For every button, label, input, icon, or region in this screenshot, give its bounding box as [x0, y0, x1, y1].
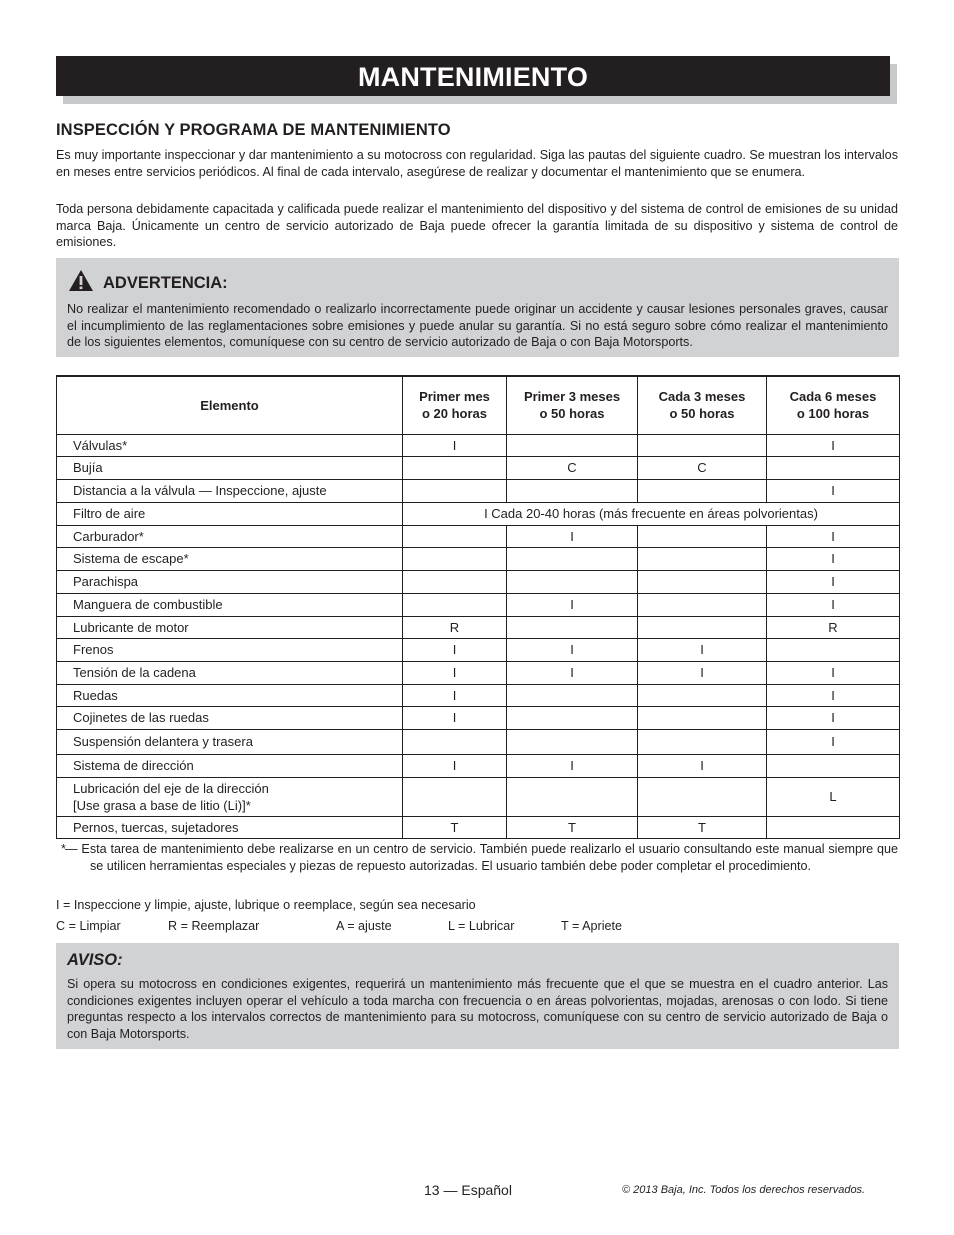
cell-every-6-months: [767, 638, 900, 661]
cell-first-3-months: T: [507, 816, 638, 838]
table-row: [57, 661, 900, 684]
row-element: Sistema de escape*: [57, 547, 403, 570]
intro-paragraph-2: Toda persona debidamente capacitada y calificada puede realizar el mantenimiento del dispositivo y del sistema de control de emisiones de su unidad marca Baja. Únicamente un centro de servicio autorizado de Baja puede ofrecer la garantía limitada de su dispositivo y sistema de control de emisiones.: [56, 202, 898, 249]
cell-every-6-months: [767, 754, 900, 777]
cell-every-6-months: I: [767, 525, 900, 547]
table-row: [57, 479, 900, 502]
cell-first-3-months: [507, 729, 638, 754]
notice-text: Si opera su motocross en condiciones exigentes, requerirá un mantenimiento más frecuente que el que se muestra en el cuadro anterior. Las condiciones exigentes incluyen operar el vehículo a toda marcha con frecuencia o en áreas polvorientas, mojadas, arenosas o con lodo. Si tiene preguntas respecto a los intervalos correctos de mantenimiento para su motocross, comuníquese con su centro de servicio autorizado de Baja o con Baja Motorsports.: [67, 977, 888, 1041]
cell-every-6-months: I: [767, 593, 900, 616]
cell-every-3-months: [638, 616, 767, 638]
table-row: [57, 525, 900, 547]
legend-lubricate: L = Lubricar: [448, 919, 515, 933]
cell-first-month: [403, 593, 507, 616]
table-row: [57, 684, 900, 706]
cell-first-month: I: [403, 434, 507, 456]
table-row: [57, 706, 900, 729]
cell-first-month: [403, 729, 507, 754]
cell-first-3-months: [507, 616, 638, 638]
header-first-3-months: Primer 3 meses o 50 horas: [507, 376, 638, 434]
cell-first-month: I: [403, 684, 507, 706]
table-header-row: [57, 376, 900, 434]
row-element: Cojinetes de las ruedas: [57, 706, 403, 729]
legend-row: [56, 919, 756, 935]
table-row: [57, 777, 900, 816]
cell-every-6-months: [767, 816, 900, 838]
cell-every-6-months: I: [767, 434, 900, 456]
page-number: 13 — Español: [424, 1182, 512, 1198]
row-element: Bujía: [57, 456, 403, 479]
cell-first-3-months: I: [507, 661, 638, 684]
row-element: Distancia a la válvula — Inspeccione, ajuste: [57, 479, 403, 502]
cell-every-6-months: I: [767, 479, 900, 502]
table-row: [57, 754, 900, 777]
row-element: Lubricación del eje de la dirección [Use grasa a base de litio (Li)]*: [57, 777, 403, 816]
table-row: [57, 502, 900, 525]
cell-first-3-months: [507, 434, 638, 456]
header-element: Elemento: [57, 376, 403, 434]
warning-box: [56, 258, 899, 357]
row-element: Lubricante de motor: [57, 616, 403, 638]
cell-span-interval: I Cada 20-40 horas (más frecuente en áreas polvorientas): [403, 502, 900, 525]
cell-every-3-months: [638, 706, 767, 729]
table-row: [57, 456, 900, 479]
legend-replace: R = Reemplazar: [168, 919, 260, 933]
cell-every-6-months: I: [767, 684, 900, 706]
cell-first-month: R: [403, 616, 507, 638]
cell-every-3-months: [638, 684, 767, 706]
cell-every-6-months: L: [767, 777, 900, 816]
table-row: [57, 547, 900, 570]
cell-first-3-months: [507, 777, 638, 816]
cell-every-3-months: C: [638, 456, 767, 479]
cell-every-3-months: T: [638, 816, 767, 838]
cell-every-6-months: I: [767, 706, 900, 729]
page-title-banner: [56, 56, 897, 104]
cell-every-6-months: [767, 456, 900, 479]
footnote-star: *: [61, 842, 66, 856]
cell-first-month: [403, 525, 507, 547]
cell-first-3-months: C: [507, 456, 638, 479]
cell-every-3-months: I: [638, 638, 767, 661]
cell-every-6-months: I: [767, 570, 900, 593]
cell-first-3-months: I: [507, 593, 638, 616]
cell-first-3-months: I: [507, 525, 638, 547]
legend-adjust: A = ajuste: [336, 919, 392, 933]
row-element: Ruedas: [57, 684, 403, 706]
row-element: Tensión de la cadena: [57, 661, 403, 684]
cell-every-3-months: [638, 729, 767, 754]
row-element: Frenos: [57, 638, 403, 661]
warning-header: [68, 268, 228, 293]
cell-every-3-months: [638, 570, 767, 593]
row-element: Manguera de combustible: [57, 593, 403, 616]
cell-first-month: T: [403, 816, 507, 838]
cell-every-6-months: R: [767, 616, 900, 638]
warning-triangle-icon: [68, 269, 94, 292]
table-row: [57, 570, 900, 593]
warning-text: No realizar el mantenimiento recomendado o realizarlo incorrectamente puede originar un accidente y causar lesiones personales graves, causar el incumplimiento de las reglamentaciones sobre emisiones y puede anular su garantía. Si no está seguro sobre cómo realizar el mantenimiento de los siguientes elementos, comuníquese con su centro de servicio autorizado de Baja o con Baja Motorsports.: [67, 302, 888, 349]
table-row: [57, 816, 900, 838]
cell-every-3-months: [638, 547, 767, 570]
cell-first-3-months: I: [507, 638, 638, 661]
cell-first-month: I: [403, 638, 507, 661]
cell-every-3-months: [638, 777, 767, 816]
table-row: [57, 616, 900, 638]
page-title: MANTENIMIENTO: [357, 62, 589, 92]
cell-first-month: I: [403, 706, 507, 729]
warning-title: ADVERTENCIA:: [103, 274, 228, 292]
table-row: [57, 638, 900, 661]
cell-first-3-months: [507, 706, 638, 729]
cell-first-month: [403, 777, 507, 816]
cell-first-3-months: I: [507, 754, 638, 777]
cell-every-3-months: I: [638, 661, 767, 684]
row-element: Válvulas*: [57, 434, 403, 456]
cell-first-month: I: [403, 661, 507, 684]
cell-every-3-months: I: [638, 754, 767, 777]
footnote: [56, 841, 898, 874]
table-row: [57, 729, 900, 754]
cell-first-month: [403, 547, 507, 570]
cell-every-3-months: [638, 593, 767, 616]
cell-every-3-months: [638, 479, 767, 502]
notice-title: AVISO:: [67, 951, 123, 969]
cell-every-6-months: I: [767, 547, 900, 570]
cell-every-3-months: [638, 525, 767, 547]
intro-paragraph-1: Es muy importante inspeccionar y dar mantenimiento a su motocross con regularidad. Siga las pautas del siguiente cuadro. Se muestran los intervalos en meses entre servicios periódicos. Al final de cada intervalo, asegúrese de realizar y documentar el mantenimiento que se enumera.: [56, 148, 898, 179]
legend-inspect: I = Inspeccione y limpie, ajuste, lubrique o reemplace, según sea necesario: [56, 898, 476, 912]
table-row: [57, 434, 900, 456]
header-every-6-months: Cada 6 meses o 100 horas: [767, 376, 900, 434]
cell-every-3-months: [638, 434, 767, 456]
copyright: © 2013 Baja, Inc. Todos los derechos reservados.: [622, 1184, 866, 1196]
cell-every-6-months: I: [767, 661, 900, 684]
cell-every-6-months: I: [767, 729, 900, 754]
cell-first-3-months: [507, 570, 638, 593]
legend-tighten: T = Apriete: [561, 919, 623, 933]
row-element: Pernos, tuercas, sujetadores: [57, 816, 403, 838]
notice-box: [56, 943, 899, 1049]
row-element: Parachispa: [57, 570, 403, 593]
cell-first-month: [403, 456, 507, 479]
cell-first-3-months: [507, 547, 638, 570]
cell-first-month: [403, 570, 507, 593]
section-heading: INSPECCIÓN Y PROGRAMA DE MANTENIMIENTO: [56, 121, 451, 139]
maintenance-schedule-table: [56, 375, 900, 839]
cell-first-3-months: [507, 479, 638, 502]
cell-first-month: I: [403, 754, 507, 777]
header-every-3-months: Cada 3 meses o 50 horas: [638, 376, 767, 434]
cell-first-3-months: [507, 684, 638, 706]
row-element: Carburador*: [57, 525, 403, 547]
table-row: [57, 593, 900, 616]
footnote-text: — Esta tarea de mantenimiento debe realizarse en un centro de servicio. También puede realizarlo el usuario consultando este manual siempre que se utilicen herramientas especiales y piezas de repuesto autorizadas. El usuario también debe poder completar el procedimiento.: [65, 842, 898, 873]
row-element: Filtro de aire: [57, 502, 403, 525]
header-first-month: Primer mes o 20 horas: [403, 376, 507, 434]
row-element: Sistema de dirección: [57, 754, 403, 777]
cell-first-month: [403, 479, 507, 502]
legend-clean: C = Limpiar: [56, 919, 121, 933]
row-element: Suspensión delantera y trasera: [57, 729, 403, 754]
